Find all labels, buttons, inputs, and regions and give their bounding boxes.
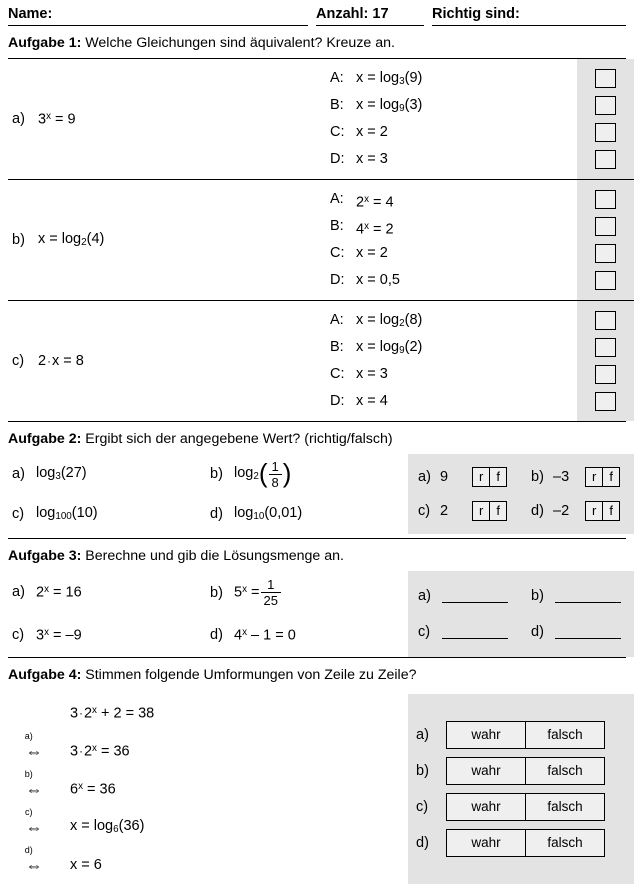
answer-blank-c[interactable] [442,626,508,639]
task1-row-c [0,301,634,421]
task3-instruction: Berechne und gib die Lösungsmenge an. [85,548,344,564]
wahr-button-b[interactable]: wahr [447,758,526,784]
task4-answer-row-c [408,789,634,825]
fraction-one-eighth: $\frac{1}{8}$ [269,460,282,489]
task4-answer-row-d [408,825,634,861]
task1-option-c-B: B: $x = \log_9(2)$ [330,339,423,357]
rf-falsch-d[interactable]: f [609,503,613,518]
equivalence-icon-b: ⇔ [25,779,43,799]
task4-equation-b: $6^x = 36$ [70,780,116,798]
task2-answer-a: a) 9 r f [408,467,521,487]
task3-answer-row-2 [408,614,634,650]
task3-title [0,539,634,571]
task4-answer-label-c: c) [416,799,429,815]
task1-option-b-A: A: $2^x = 4$ [330,191,394,211]
rf-richtig-c[interactable]: r [473,502,490,520]
checkbox-a-A[interactable] [595,69,616,88]
task2-question-c: c) $\log_{100}(10)$ [12,505,98,523]
task3-question-row-2 [0,614,408,657]
task2-answer-b: b) –3 r f [521,467,634,487]
task1-equation-a: $3^x = 9$ [38,110,76,128]
task1-option-a-D: D: x = 3 [330,151,388,167]
checkbox-c-A[interactable] [595,311,616,330]
checkbox-b-A[interactable] [595,190,616,209]
task3-questions [0,571,408,657]
wahr-button-d[interactable]: wahr [447,830,526,856]
task1-checkbox-column-a [577,59,634,179]
task4-equation-0: $3\cdot 2^x + 2 = 38$ [70,704,155,722]
task1-option-a-A: A: $x = \log_3(9)$ [330,70,423,88]
task1-options-b [330,180,577,300]
equivalence-icon-a: ⇔ [25,741,43,761]
task3-answer-panel [408,571,634,657]
wahr-falsch-toggle-b[interactable] [446,757,605,785]
task4-number: Aufgabe 4: [8,667,82,683]
task3-answer-row-1 [408,578,634,614]
task4-line-d [0,846,408,884]
task4-line-b [0,770,408,808]
task1-options-c [330,301,577,421]
task1-label-c: c) [12,353,25,369]
name-field[interactable]: Name: [8,6,308,26]
task3-body [0,571,634,657]
task1-row-b [0,180,634,300]
task3-question-b: b) $5^x$ = $\frac{1}{25}$ [210,578,408,607]
fraction-open-paren: ( [258,458,268,489]
answer-blank-b[interactable] [555,590,621,603]
wahr-button-a[interactable]: wahr [447,722,526,748]
checkbox-b-C[interactable] [595,244,616,263]
task2-body [0,454,634,538]
equivalence-icon-d: ⇔ [25,855,43,875]
task2-question-row-2 [0,494,408,534]
task2-question-d: d) $\log_{10}(0,01)$ [210,505,303,523]
task4-arrow-c [0,806,56,837]
falsch-button-c[interactable]: falsch [547,799,583,814]
task3-question-c: c) $3^x = -9$ [12,627,82,644]
task4-line-c [0,808,408,846]
task4-arrow-b [0,768,56,799]
rf-toggle-b[interactable] [585,467,620,487]
task1-option-b-B: B: $4^x = 2$ [330,218,394,238]
falsch-button-d[interactable]: falsch [547,835,583,850]
task1-checkbox-column-b [577,180,634,300]
task2-instruction: Ergibt sich der angegebene Wert? (richtig/falsch) [85,431,393,447]
falsch-button-a[interactable]: falsch [547,727,583,742]
rf-richtig-a[interactable]: r [473,468,490,486]
task1-number: Aufgabe 1: [8,35,82,51]
checkbox-c-B[interactable] [595,338,616,357]
rf-falsch-b[interactable]: f [609,469,613,484]
task4-arrow-tag-a: a) [24,730,33,741]
task4-arrow-tag-b: b) [24,768,33,779]
task1-option-c-A: A: $x = \log_2(8)$ [330,312,423,330]
task1-instruction: Welche Gleichungen sind äquivalent? Kreuze an. [85,35,395,51]
task3-answer-a: a) [408,588,521,604]
task1-body [0,59,634,421]
wahr-falsch-toggle-c[interactable] [446,793,605,821]
task1-title [0,26,634,58]
task1-option-a-C: C: x = 2 [330,124,388,140]
task2-number: Aufgabe 2: [8,431,82,447]
task3-answer-d: d) [521,624,634,640]
task4-arrow-a [0,730,56,761]
task4-answer-label-b: b) [416,763,429,779]
task4-arrow-tag-c: c) [25,806,33,817]
checkbox-c-D[interactable] [595,392,616,411]
task2-question-row-1 [0,454,408,494]
checkbox-a-B[interactable] [595,96,616,115]
fraction-one-twentyfifth: $\frac{1}{25}$ [261,578,281,607]
checkbox-b-B[interactable] [595,217,616,236]
task2-title [0,422,634,454]
wahr-falsch-toggle-d[interactable] [446,829,605,857]
task1-option-c-C: C: x = 3 [330,366,388,382]
task2-answer-d: d) –2 r f [521,501,634,521]
task4-line-a [0,732,408,770]
task4-answer-label-a: a) [416,727,429,743]
task4-line-0 [0,694,408,732]
task2-question-b: b) $\log_2$ ( $\frac{1}{8}$ ) [210,458,292,490]
task1-checkbox-column-c [577,301,634,421]
count-field: Anzahl: 17 [316,6,424,26]
worksheet-header [0,0,634,26]
task4-answer-row-b [408,753,634,789]
task1-equation-b: $x = \log_2(4)$ [38,231,105,249]
equivalence-icon-c: ⇔ [25,817,43,837]
fraction-close-paren: ) [282,458,292,489]
task3-question-a: a) $2^x = 16$ [12,584,82,601]
task2-answer-row-2 [408,494,634,528]
task1-options-a [330,59,577,179]
task1-equation-c: 2·x = 8 [38,353,84,369]
falsch-button-b[interactable]: falsch [547,763,583,778]
task1-label-a: a) [12,111,25,127]
task4-equation-c: $x = \log_6(36)$ [70,818,145,836]
task4-equation-a: $3\cdot 2^x = 36$ [70,742,130,760]
task1-question-b [0,180,330,300]
task2-question-a: a) $\log_3(27)$ [12,465,87,483]
checkbox-b-D[interactable] [595,271,616,290]
task4-body [0,690,634,884]
correct-field[interactable]: Richtig sind: [432,6,626,26]
task1-option-b-D: D: x = 0,5 [330,272,400,288]
checkbox-a-C[interactable] [595,123,616,142]
wahr-button-c[interactable]: wahr [447,794,526,820]
task3-number: Aufgabe 3: [8,548,82,564]
task1-option-c-D: D: x = 4 [330,393,388,409]
task3-answer-c: c) [408,624,521,640]
task2-answer-c: c) 2 r f [408,501,521,521]
task3-answer-b: b) [521,588,634,604]
task2-answer-row-1 [408,460,634,494]
task1-question-a [0,59,330,179]
checkbox-a-D[interactable] [595,150,616,169]
task4-equation-chain [0,694,408,884]
rf-richtig-b[interactable]: r [586,468,603,486]
task1-question-c [0,301,330,421]
task3-question-row-1 [0,571,408,614]
task4-answer-panel [408,694,634,884]
task1-row-a [0,59,634,179]
task4-answer-row-a [408,717,634,753]
rf-toggle-a[interactable] [472,467,507,487]
rf-toggle-c[interactable] [472,501,507,521]
task1-label-b: b) [12,232,25,248]
answer-blank-a[interactable] [442,590,508,603]
answer-blank-d[interactable] [555,626,621,639]
rf-richtig-d[interactable]: r [586,502,603,520]
checkbox-c-C[interactable] [595,365,616,384]
wahr-falsch-toggle-a[interactable] [446,721,605,749]
task3-question-d: d) 4$^x$ – 1 = 0 [210,627,296,644]
task1-option-b-C: C: x = 2 [330,245,388,261]
rf-toggle-d[interactable] [585,501,620,521]
task4-arrow-d [0,844,56,875]
task2-answer-panel [408,454,634,534]
task4-answer-label-d: d) [416,835,429,851]
task4-equation-d: x = 6 [70,857,102,873]
task2-questions [0,454,408,534]
task4-arrow-tag-d: d) [24,844,33,855]
rf-falsch-a[interactable]: f [496,469,500,484]
task4-instruction: Stimmen folgende Umformungen von Zeile zu Zeile? [85,667,417,683]
task1-option-a-B: B: $x = \log_9(3)$ [330,97,423,115]
rf-falsch-c[interactable]: f [496,503,500,518]
task4-title [0,658,634,690]
